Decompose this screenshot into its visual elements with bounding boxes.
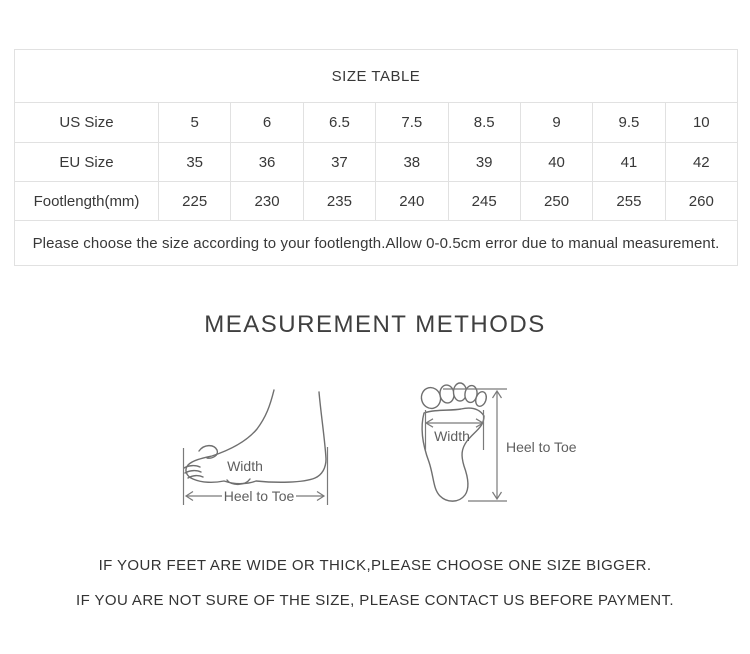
toe-line	[185, 471, 201, 473]
measurement-diagrams	[0, 360, 750, 520]
table-cell: 38	[376, 143, 448, 182]
table-cell: 250	[520, 182, 592, 221]
table-cell: 260	[665, 182, 737, 221]
table-cell: 235	[303, 182, 375, 221]
row-label: Footlength(mm)	[15, 182, 159, 221]
heel-to-toe-label: Heel to Toe	[506, 439, 577, 455]
table-cell: 7.5	[376, 103, 448, 143]
table-cell: 240	[376, 182, 448, 221]
table-cell: 6.5	[303, 103, 375, 143]
top-view-measures	[426, 389, 577, 501]
table-row-eu-size	[15, 143, 738, 182]
table-cell: 225	[159, 182, 231, 221]
width-label: Width	[227, 458, 263, 474]
table-note-row	[15, 221, 738, 266]
table-cell: 9	[520, 103, 592, 143]
table-cell: 5	[159, 103, 231, 143]
heel-to-toe-arrow	[493, 391, 502, 499]
measurement-methods-heading: MEASUREMENT METHODS	[204, 311, 546, 338]
big-toe	[419, 386, 443, 411]
size-table	[14, 49, 738, 266]
width-label: Width	[434, 428, 470, 444]
table-cell: 35	[159, 143, 231, 182]
table-cell: 41	[593, 143, 665, 182]
sole-outline	[422, 408, 484, 501]
table-cell: 245	[448, 182, 520, 221]
footer-note-1: IF YOUR FEET ARE WIDE OR THICK,PLEASE CHOOSE ONE SIZE BIGGER.	[98, 557, 652, 574]
toe	[454, 383, 467, 401]
table-cell: 36	[231, 143, 303, 182]
row-label: EU Size	[15, 143, 159, 182]
side-view-measures	[184, 447, 328, 505]
table-cell: 230	[231, 182, 303, 221]
table-cell: 6	[231, 103, 303, 143]
table-cell: 10	[665, 103, 737, 143]
size-note: Please choose the size according to your footlength.Allow 0-0.5cm error due to manual measurement.	[15, 221, 738, 266]
toe	[439, 384, 455, 404]
row-label: US Size	[15, 103, 159, 143]
width-arrow	[426, 419, 483, 427]
table-cell: 39	[448, 143, 520, 182]
heel-to-toe-label: Heel to Toe	[223, 488, 295, 504]
table-row-footlength	[15, 182, 738, 221]
table-cell: 8.5	[448, 103, 520, 143]
table-cell: 37	[303, 143, 375, 182]
table-cell: 40	[520, 143, 592, 182]
table-cell: 9.5	[593, 103, 665, 143]
footer-note-2: IF YOU ARE NOT SURE OF THE SIZE, PLEASE CONTACT US BEFORE PAYMENT.	[76, 592, 674, 609]
table-row-us-size	[15, 103, 738, 143]
table-title-row	[15, 50, 738, 103]
size-table-title: SIZE TABLE	[15, 50, 738, 103]
table-cell: 255	[593, 182, 665, 221]
table-cell: 42	[665, 143, 737, 182]
